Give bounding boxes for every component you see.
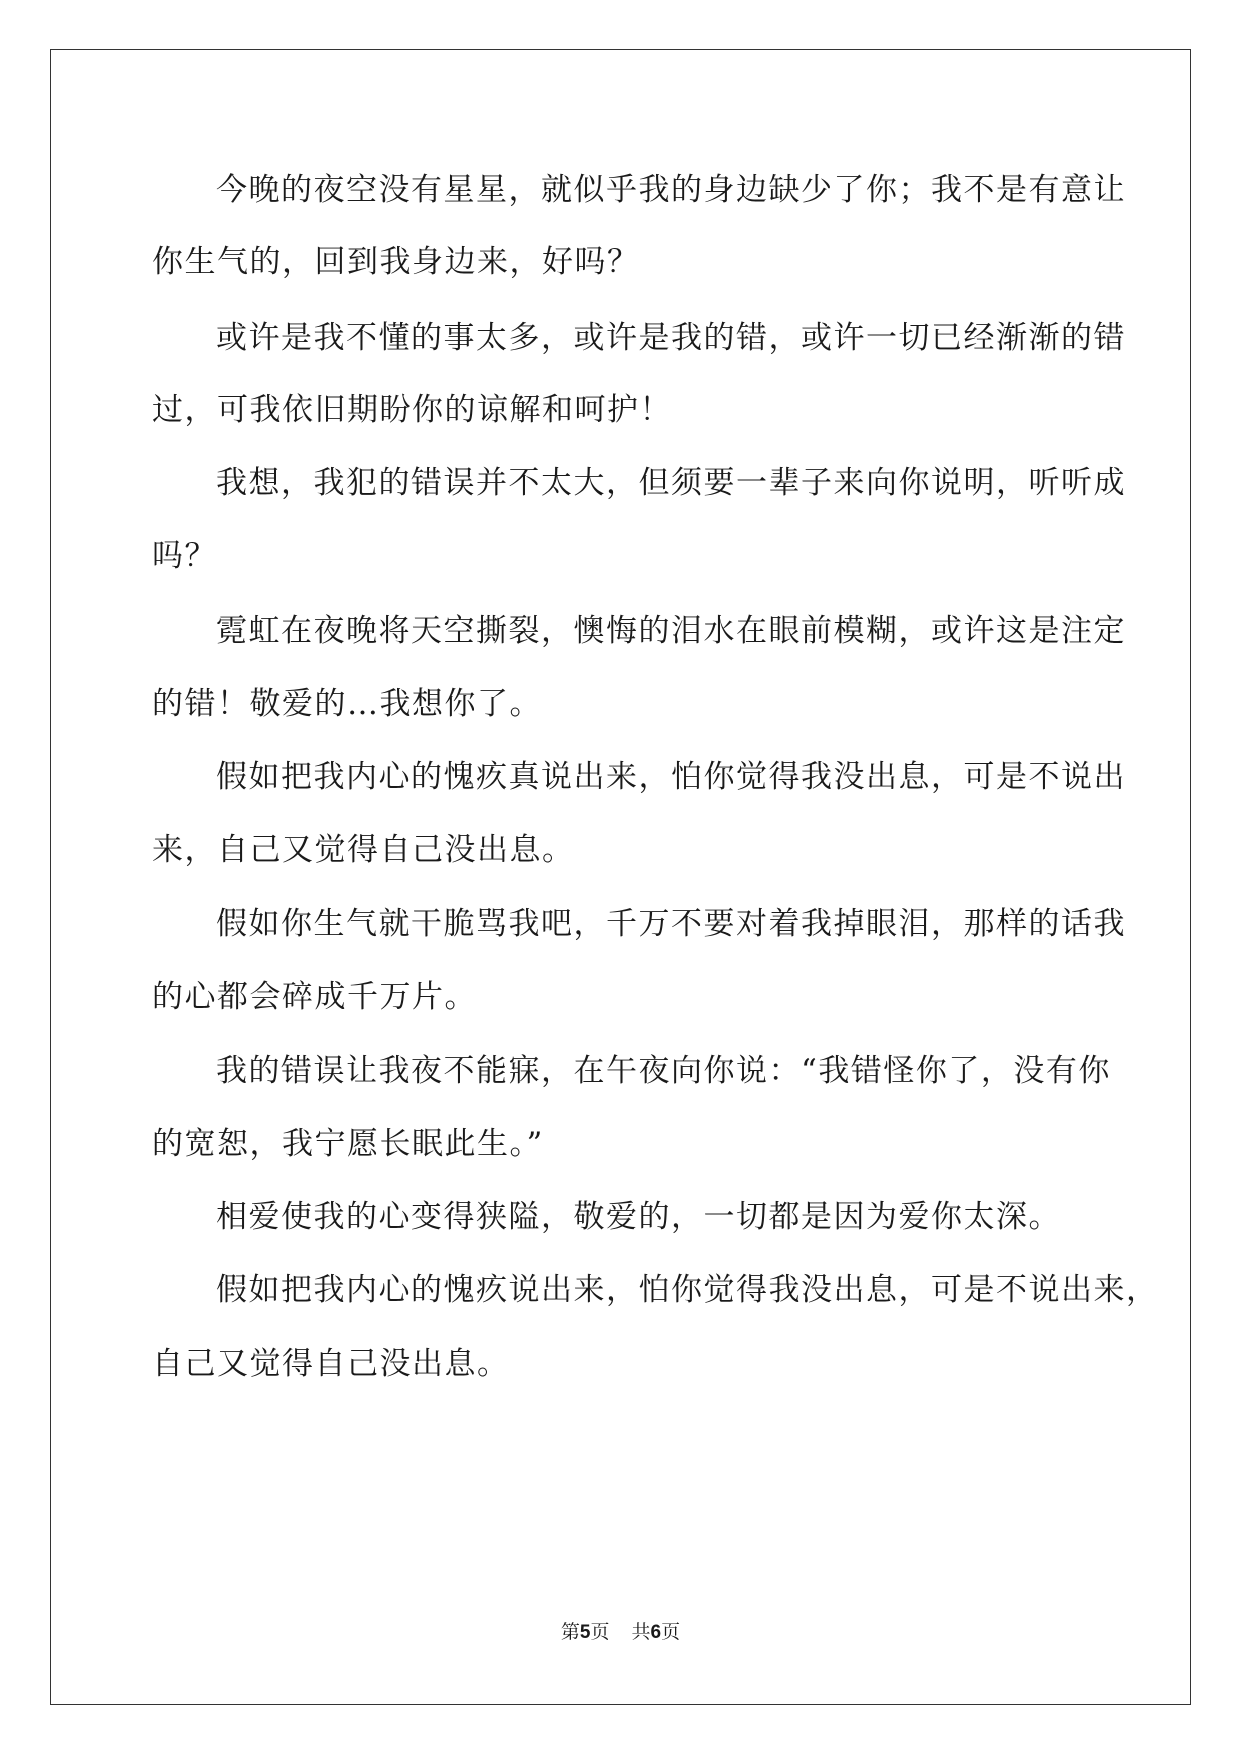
- paragraph-2-line-1: 或许是我不懂的事太多，或许是我的错，或许一切已经渐渐的错: [216, 320, 1126, 356]
- footer-total-prefix: 共: [631, 1621, 651, 1643]
- paragraph-1-line-1: 今晚的夜空没有星星，就似乎我的身边缺少了你；我不是有意让: [216, 172, 1126, 208]
- total-pages-number: 6: [650, 1622, 662, 1643]
- footer-total-suffix: 页: [661, 1621, 681, 1643]
- paragraph-8-line-1: 相爱使我的心变得狭隘，敬爱的，一切都是因为爱你太深。: [216, 1199, 1061, 1235]
- paragraph-5-line-1: 假如把我内心的愧疚真说出来，怕你觉得我没出息，可是不说出: [216, 759, 1126, 795]
- paragraph-4-line-1: 霓虹在夜晚将天空撕裂，懊悔的泪水在眼前模糊，或许这是注定: [216, 613, 1126, 649]
- paragraph-5-line-2: 来，自己又觉得自己没出息。: [152, 832, 575, 868]
- footer-page-suffix: 页: [590, 1621, 610, 1643]
- current-page-number: 5: [579, 1622, 591, 1643]
- paragraph-7-line-1: 我的错误让我夜不能寐，在午夜向你说：“我错怪你了，没有你: [216, 1053, 1111, 1089]
- page-footer: [0, 1620, 1241, 1645]
- paragraph-6-line-1: 假如你生气就干脆骂我吧，千万不要对着我掉眼泪，那样的话我: [216, 906, 1126, 942]
- paragraph-3-line-2: 吗？: [152, 538, 217, 574]
- paragraph-9-line-2: 自己又觉得自己没出息。: [152, 1346, 510, 1382]
- paragraph-3-line-1: 我想，我犯的错误并不太大，但须要一辈子来向你说明，听听成: [216, 465, 1126, 501]
- footer-prefix: 第: [560, 1621, 580, 1643]
- paragraph-4-line-2: 的错！敬爱的…我想你了。: [152, 686, 542, 722]
- paragraph-1-line-2: 你生气的，回到我身边来，好吗？: [152, 244, 640, 280]
- paragraph-7-line-2: 的宽恕，我宁愿长眠此生。”: [152, 1126, 544, 1162]
- page-border: [50, 49, 1191, 1705]
- paragraph-6-line-2: 的心都会碎成千万片。: [152, 979, 477, 1015]
- paragraph-2-line-2: 过，可我依旧期盼你的谅解和呵护！: [152, 392, 672, 428]
- paragraph-9-line-1: 假如把我内心的愧疚说出来，怕你觉得我没出息，可是不说出来，: [216, 1272, 1159, 1308]
